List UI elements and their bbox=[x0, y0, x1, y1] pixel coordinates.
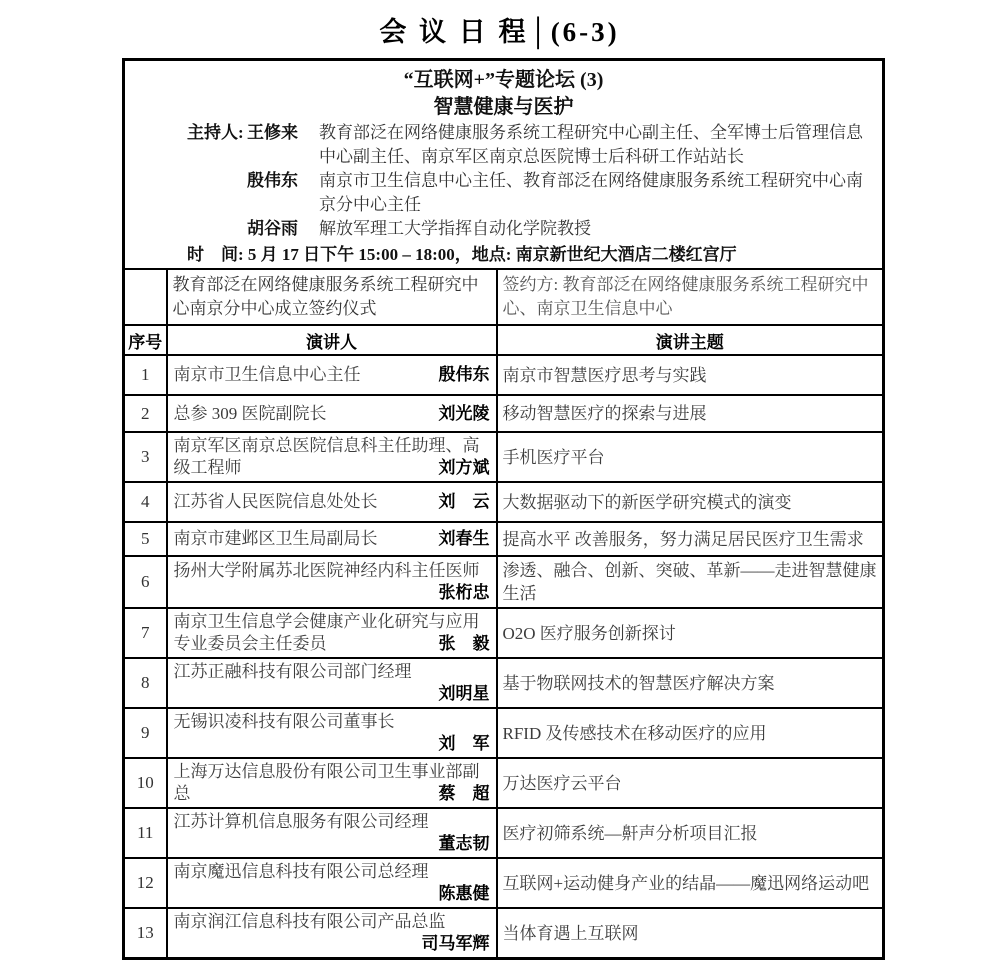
speaker-cell bbox=[167, 556, 497, 608]
speaker-cell bbox=[167, 908, 497, 959]
signing-empty-cell bbox=[124, 269, 167, 325]
speaker-title: 江苏计算机信息服务有限公司经理 bbox=[173, 812, 429, 831]
column-header-no: 序号 bbox=[124, 325, 167, 355]
speaker-cell bbox=[167, 758, 497, 808]
speaker-cell bbox=[167, 355, 497, 395]
topic-cell: 基于物联网技术的智慧医疗解决方案 bbox=[497, 658, 884, 708]
row-number-cell: 5 bbox=[124, 522, 167, 556]
row-number-cell: 8 bbox=[124, 658, 167, 708]
table-row bbox=[124, 908, 884, 959]
topic-cell: 南京市智慧医疗思考与实践 bbox=[497, 355, 884, 395]
speaker-cell bbox=[167, 858, 497, 908]
row-number-cell: 6 bbox=[124, 556, 167, 608]
speaker-name: 陈惠健 bbox=[438, 884, 490, 903]
speaker-title: 南京卫生信息学会健康产业化研究与应用专业委员会主任委员 bbox=[173, 612, 480, 653]
topic-cell: 提高水平 改善服务，努力满足居民医疗卫生需求 bbox=[497, 522, 884, 556]
row-number-cell: 9 bbox=[124, 708, 167, 758]
row-number-cell: 7 bbox=[124, 608, 167, 658]
speaker-name: 殷伟东 bbox=[438, 365, 490, 384]
forum-info-row bbox=[124, 60, 884, 270]
table-row bbox=[124, 395, 884, 432]
row-number-cell: 1 bbox=[124, 355, 167, 395]
speaker-name: 刘 云 bbox=[438, 492, 490, 511]
moderator-row bbox=[187, 169, 878, 217]
column-header-row bbox=[124, 325, 884, 355]
page-title: 会 议 日 程│(6-3) bbox=[379, 17, 620, 47]
table-row bbox=[124, 608, 884, 658]
row-number-cell: 3 bbox=[124, 432, 167, 482]
forum-title: “互联网+”专题论坛 (3) bbox=[403, 69, 604, 91]
topic-cell: RFID 及传感技术在移动医疗的应用 bbox=[497, 708, 884, 758]
moderator-name: 王修来 bbox=[247, 123, 298, 142]
forum-subtitle: 智慧健康与医护 bbox=[433, 96, 574, 118]
speaker-name: 刘明星 bbox=[438, 684, 490, 703]
speaker-cell bbox=[167, 432, 497, 482]
speaker-name: 刘春生 bbox=[438, 529, 490, 548]
speaker-title: 南京市卫生信息中心主任 bbox=[173, 365, 361, 384]
table-row bbox=[124, 658, 884, 708]
speaker-name: 张 毅 bbox=[438, 634, 490, 653]
topic-cell: 手机医疗平台 bbox=[497, 432, 884, 482]
moderator-row bbox=[187, 121, 878, 169]
column-header-speaker: 演讲人 bbox=[167, 325, 497, 355]
speaker-cell bbox=[167, 708, 497, 758]
time-location-line: 时 间: 5 月 17 日下午 15:00 – 18:00，地点: 南京新世纪大酒店二楼红宫厅 bbox=[187, 245, 737, 264]
signing-parties-cell: 签约方: 教育部泛在网络健康服务系统工程研究中心、南京卫生信息中心 bbox=[497, 269, 884, 325]
speaker-name: 刘方斌 bbox=[438, 458, 490, 477]
topic-cell: 互联网+运动健身产业的结晶——魔迅网络运动吧 bbox=[497, 858, 884, 908]
speaker-name: 张桁忠 bbox=[438, 583, 490, 602]
speaker-cell bbox=[167, 522, 497, 556]
moderators-block bbox=[187, 121, 878, 241]
speaker-cell bbox=[167, 482, 497, 522]
table-row bbox=[124, 758, 884, 808]
row-number-cell: 4 bbox=[124, 482, 167, 522]
moderator-description: 教育部泛在网络健康服务系统工程研究中心副主任、全军博士后管理信息中心副主任、南京军区南京总医院博士后科研工作站站长 bbox=[319, 123, 863, 166]
speaker-title: 无锡识凌科技有限公司董事长 bbox=[173, 712, 395, 731]
topic-cell: 当体育遇上互联网 bbox=[497, 908, 884, 959]
moderator-name: 殷伟东 bbox=[247, 171, 298, 190]
row-number-cell: 12 bbox=[124, 858, 167, 908]
topic-cell: 万达医疗云平台 bbox=[497, 758, 884, 808]
speaker-cell bbox=[167, 395, 497, 432]
table-row bbox=[124, 708, 884, 758]
signing-event-cell: 教育部泛在网络健康服务系统工程研究中心南京分中心成立签约仪式 bbox=[167, 269, 497, 325]
speaker-cell bbox=[167, 808, 497, 858]
topic-cell: 渗透、融合、创新、突破、革新——走进智慧健康生活 bbox=[497, 556, 884, 608]
table-row bbox=[124, 858, 884, 908]
speaker-title: 总参 309 医院副院长 bbox=[173, 403, 327, 423]
speaker-title: 南京市建邺区卫生局副局长 bbox=[173, 529, 378, 548]
speaker-title: 上海万达信息股份有限公司卫生事业部副总 bbox=[173, 762, 480, 803]
row-number-cell: 11 bbox=[124, 808, 167, 858]
speaker-title: 南京润江信息科技有限公司产品总监 bbox=[173, 912, 446, 931]
moderator-row bbox=[187, 217, 878, 241]
speaker-name: 蔡 超 bbox=[438, 784, 490, 803]
row-number-cell: 13 bbox=[124, 908, 167, 959]
forum-info-cell bbox=[124, 60, 884, 270]
agenda-table bbox=[122, 58, 885, 960]
moderator-label: 主持人: bbox=[187, 123, 244, 142]
moderator-description: 解放军理工大学指挥自动化学院教授 bbox=[319, 219, 591, 238]
speaker-name: 刘光陵 bbox=[438, 403, 490, 423]
speaker-name: 董志韧 bbox=[438, 834, 490, 853]
topic-cell: O2O 医疗服务创新探讨 bbox=[497, 608, 884, 658]
moderator-label bbox=[187, 169, 247, 217]
topic-cell: 移动智慧医疗的探索与进展 bbox=[497, 395, 884, 432]
speaker-cell bbox=[167, 608, 497, 658]
moderator-description: 南京市卫生信息中心主任、教育部泛在网络健康服务系统工程研究中心南京分中心主任 bbox=[319, 171, 863, 214]
topic-cell: 大数据驱动下的新医学研究模式的演变 bbox=[497, 482, 884, 522]
column-header-topic: 演讲主题 bbox=[497, 325, 884, 355]
row-number-cell: 2 bbox=[124, 395, 167, 432]
speaker-title: 南京军区南京总医院信息科主任助理、高级工程师 bbox=[173, 436, 480, 477]
table-row bbox=[124, 556, 884, 608]
speaker-cell bbox=[167, 658, 497, 708]
moderator-name: 胡谷雨 bbox=[247, 219, 298, 238]
row-number-cell: 10 bbox=[124, 758, 167, 808]
table-row bbox=[124, 808, 884, 858]
speaker-title: 扬州大学附属苏北医院神经内科主任医师 bbox=[173, 561, 480, 580]
speaker-title: 江苏正融科技有限公司部门经理 bbox=[173, 662, 412, 681]
speaker-name: 刘 军 bbox=[438, 734, 490, 753]
speaker-title: 江苏省人民医院信息处处长 bbox=[173, 492, 378, 511]
table-row bbox=[124, 522, 884, 556]
table-row bbox=[124, 432, 884, 482]
speaker-title: 南京魔迅信息科技有限公司总经理 bbox=[173, 862, 429, 881]
table-row bbox=[124, 482, 884, 522]
signing-ceremony-row bbox=[124, 269, 884, 325]
table-row bbox=[124, 355, 884, 395]
topic-cell: 医疗初筛系统—鼾声分析项目汇报 bbox=[497, 808, 884, 858]
speaker-name: 司马军辉 bbox=[421, 934, 490, 953]
agenda-body bbox=[124, 60, 884, 959]
moderator-label bbox=[187, 217, 247, 241]
